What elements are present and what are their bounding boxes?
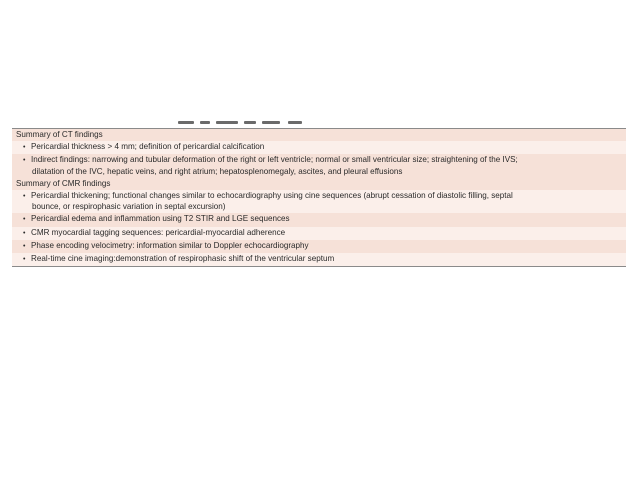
bullet-icon: • <box>23 157 26 165</box>
list-item <box>12 141 626 154</box>
list-item-text: Pericardial thickening; functional changes similar to echocardiography using cine sequences (abrupt cessation of diastolic filling, septal <box>31 191 513 201</box>
list-item-text: Indirect findings: narrowing and tubular deformation of the right or left ventricle; normal or small ventricular size; straightening of the IVS; <box>31 155 518 165</box>
list-item <box>12 213 626 226</box>
list-item-text-continued: bounce, or respirophasic variation in septal excursion) <box>32 202 226 212</box>
list-item-text-continued: dilatation of the IVC, hepatic veins, and right atrium; hepatosplenomegaly, ascites, and pleural effusions <box>32 166 403 176</box>
table-bottom-rule <box>12 266 626 267</box>
clipped-text-fragment <box>160 121 310 125</box>
section-heading-cmr-text: Summary of CMR findings <box>16 178 111 188</box>
list-item-text: Pericardial edema and inflammation using T2 STIR and LGE sequences <box>31 214 290 224</box>
findings-table <box>12 129 626 266</box>
list-item-text: Pericardial thickness > 4 mm; definition of pericardial calcification <box>31 142 265 152</box>
list-item <box>12 240 626 253</box>
list-item <box>12 253 626 266</box>
section-heading-cmr <box>12 178 626 190</box>
section-heading-ct <box>12 129 626 141</box>
list-item <box>12 190 626 213</box>
list-item-text: Phase encoding velocimetry: information similar to Doppler echocardiography <box>31 240 309 250</box>
bullet-icon: • <box>23 242 26 250</box>
list-item-text: Real-time cine imaging:demonstration of respirophasic shift of the ventricular septum <box>31 254 335 264</box>
bullet-icon: • <box>23 256 26 264</box>
bullet-icon: • <box>23 144 26 152</box>
bullet-icon: • <box>23 229 26 237</box>
list-item <box>12 154 626 177</box>
list-item-text: CMR myocardial tagging sequences: pericardial-myocardial adherence <box>31 227 286 237</box>
list-item <box>12 227 626 240</box>
section-heading-ct-text: Summary of CT findings <box>16 130 103 139</box>
bullet-icon: • <box>23 193 26 201</box>
bullet-icon: • <box>23 216 26 224</box>
